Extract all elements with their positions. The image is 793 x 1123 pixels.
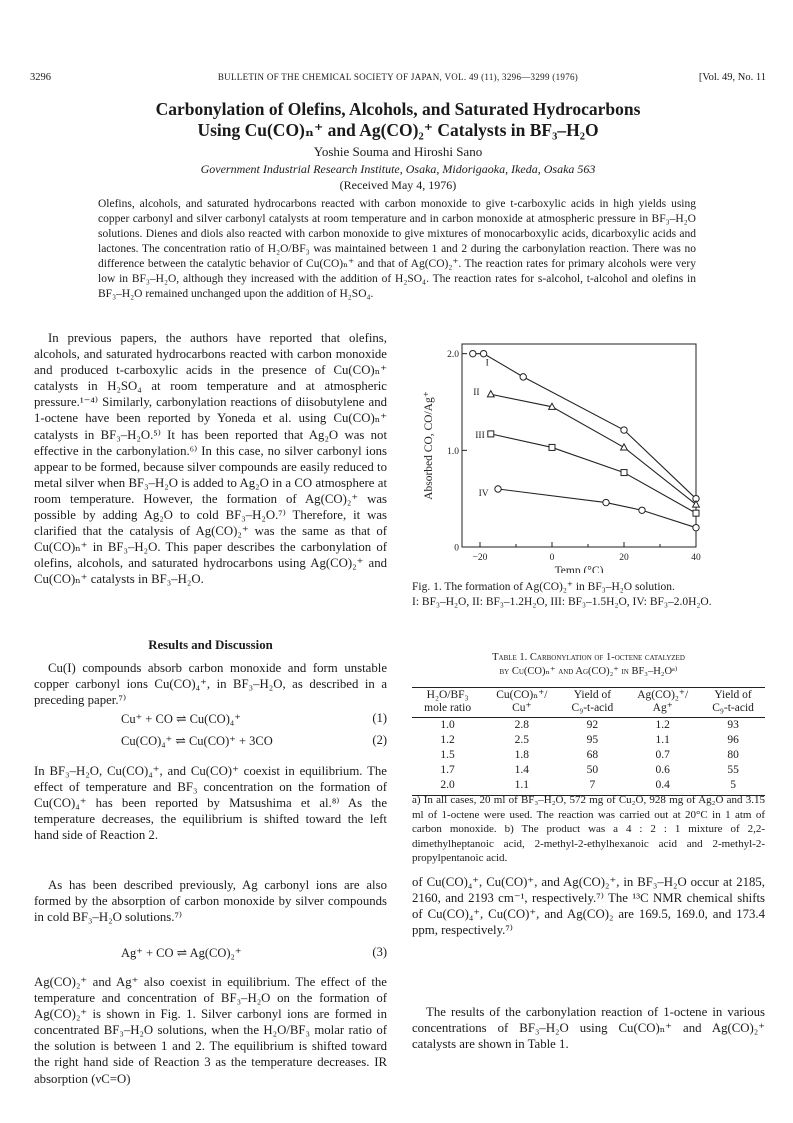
table-cell: 93: [727, 719, 739, 731]
table-1: [412, 687, 765, 796]
data-point: [639, 507, 645, 513]
table-cell: 2.0: [412, 778, 483, 796]
results-paragraph-4: Ag(CO)₂⁺ and Ag⁺ also coexist in equilibrium. The effect of the temperature and concentration of BF₃–H₂O on the formation of Ag(CO)₂⁺ is shown in Fig. 1. Silver carbonyl ions are formed in concentrated BF₃–H₂O solutions, when the H₂O/BF₃ molar ratio of the solution is between 1 and 2. The equilibrium is shifted toward the right hand side of Reaction 3 as the temperature decreases. IR absorption (νC=O): [34, 975, 387, 1086]
table-cell: 1.1: [655, 734, 670, 746]
col-header-cu-yield: Yield of C₉-t-acid: [560, 688, 624, 718]
table-cell: 0.6: [655, 764, 670, 776]
results-paragraph-3: As has been described previously, Ag carbonyl ions are also formed by the absorption of carbon monoxide by silver compounds in cold BF₃–H₂O solutions.⁷⁾: [34, 878, 387, 925]
table-cell: 1.4: [514, 764, 530, 776]
figure-1-chart: [412, 328, 765, 573]
title-line-2: Using Cu(CO)ₙ⁺ and Ag(CO)₂⁺ Catalysts in BF₃–H₂O: [197, 120, 599, 140]
received-date: (Received May 4, 1976): [339, 178, 457, 192]
x-tick-label: −20: [472, 553, 488, 563]
equation-1-number: (1): [372, 711, 387, 725]
figure-1: [412, 328, 765, 573]
series-label-II: II: [473, 388, 480, 399]
series-line-IV: [498, 489, 696, 528]
table-cell: 1.1: [483, 778, 560, 796]
data-point: [487, 391, 494, 397]
x-tick-label: 40: [691, 553, 701, 563]
data-point: [693, 510, 699, 516]
data-point: [488, 431, 494, 437]
equation-2-body: Cu(CO)₄⁺ ⇌ Cu(CO)⁺ + 3CO: [121, 734, 273, 748]
table-row: [412, 763, 765, 778]
table-caption-line-2: by Cu(CO)ₙ⁺ and Ag(CO)₂⁺ in BF₃–H₂Oᵃ⁾: [499, 666, 678, 677]
table-cell: 1.2: [440, 734, 455, 746]
y-tick-label: 0: [454, 543, 459, 554]
table-row: [412, 718, 765, 734]
col-header-ag-ratio: Ag(CO)₂⁺/ Ag⁺: [624, 688, 701, 718]
paper-title: [60, 99, 736, 141]
authors: Yoshie Souma and Hiroshi Sano: [313, 144, 483, 159]
equation-2-number: (2): [372, 733, 387, 747]
data-point: [621, 470, 627, 476]
table-cell: 2.5: [514, 734, 530, 746]
equation-3: [34, 945, 387, 961]
table-cell: 1.5: [440, 749, 455, 761]
series-label-I: I: [485, 358, 489, 369]
data-point: [693, 501, 700, 507]
table-header-row: [412, 688, 765, 718]
intro-paragraph: In previous papers, the authors have reported that olefins, alcohols, and saturated hydrocarbons reacted with carbon monoxide and produced t-carboxylic acids in the presence of Cu(CO)ₙ⁺ catalysts in H₂SO₄ at room temperature and at atmospheric pressure.¹⁻⁴⁾ Similarly, carbonylation reactions of diisobutylene and 1-octene have been reported by Yoneda et al. using Cu(CO)ₙ⁺ catalysts in BF₃–H₂O.⁵⁾ It has been reported that Ag₂O was not effective in the carbonylation.⁶⁾ In this case, no silver carbonyl ions appear to be formed, because silver compounds are easily reduced to metal silver when BF₃–H₂O is added to Ag₂O in a CO atmosphere at room temperature. However, the formation of Ag(CO)₂⁺ was possible by adding Ag₂O to cold BF₃–H₂O.⁷⁾ Therefore, it was clarified that the catalysis of Ag(CO)₂⁺ was the same as that of Cu(CO)ₙ⁺ in BF₃–H₂O. This paper describes the carbonylation of olefins, alcohols, and saturated hydrocarbons using Ag(CO)₂⁺ and Cu(CO)ₙ⁺ catalysts in BF₃–H₂O.: [34, 331, 387, 587]
data-point: [495, 486, 501, 492]
volume-issue: [Vol. 49, No. 11: [698, 72, 766, 83]
table-cell: 7: [560, 778, 624, 796]
table-row: [412, 733, 765, 748]
table-cell: 50: [586, 764, 599, 776]
table-1-caption: [412, 651, 765, 679]
equation-3-number: (3): [372, 945, 387, 959]
table-cell: 92: [586, 719, 599, 731]
equation-1: [34, 711, 387, 727]
series-line-II: [491, 394, 696, 504]
data-point: [520, 374, 526, 380]
figure-1-caption: [412, 580, 765, 610]
col-header-ag-yield: Yield of C₉-t-acid: [701, 688, 765, 718]
right-paragraph-1: of Cu(CO)₄⁺, Cu(CO)⁺, and Ag(CO)₂⁺, in BF₃–H₂O occur at 2185, 2160, and 2193 cm⁻¹, respectively.⁷⁾ The ¹³C NMR chemical shifts of Cu(CO)₄⁺, Cu(CO)⁺, and Ag(CO)₂ are 169.5, 169.0, and 173.4 ppm, respectively.⁷⁾: [412, 875, 765, 938]
data-point: [480, 350, 486, 356]
table-cell: 68: [586, 749, 599, 761]
data-point: [693, 524, 699, 530]
table-cell: 0.7: [655, 749, 670, 761]
series-label-IV: IV: [478, 488, 489, 499]
x-tick-label: 0: [549, 553, 555, 563]
table-cell: 1.8: [514, 749, 530, 761]
data-point: [470, 350, 476, 356]
y-axis-label: Absorbed CO, CO/Ag⁺: [423, 391, 435, 500]
table-1-footnote: a) In all cases, 20 ml of BF₃–H₂O, 572 mg of Cu₂O, 928 mg of Ag₂O and 3.15 ml of 1-octene were used. The reaction was carried out at 20°C in 1 atm of carbon monoxide. b) The product was a 4 : 2 : 1 mixture of 2,2-dimethylheptanoic acid, 2-methyl-2-ethylhexanoic acid and 2-methyl-2-propylpentanoic acid.: [412, 794, 765, 864]
data-point: [549, 444, 555, 450]
figure-legend-text: I: BF₃–H₂O, II: BF₃–1.2H₂O, III: BF₃–1.5H₂O, IV: BF₃–2.0H₂O.: [412, 596, 712, 608]
table-caption-line-1: Table 1. Carbonylation of 1-octene catalyzed: [492, 652, 685, 663]
table-row: [412, 748, 765, 763]
table-cell: 1.0: [440, 719, 455, 731]
journal-citation: BULLETIN OF THE CHEMICAL SOCIETY OF JAPAN, VOL. 49 (11), 3296—3299 (1976): [217, 72, 579, 82]
data-point: [621, 444, 628, 450]
table-cell: 1.7: [440, 764, 455, 776]
table-cell: 2.8: [514, 719, 530, 731]
table-cell: 95: [586, 734, 599, 746]
equation-3-body: Ag⁺ + CO ⇌ Ag(CO)₂⁺: [121, 946, 242, 960]
title-line-1: Carbonylation of Olefins, Alcohols, and Saturated Hydrocarbons: [155, 99, 641, 119]
col-header-cu-ratio: Cu(CO)ₙ⁺/ Cu⁺: [483, 688, 560, 718]
table-cell: 96: [727, 734, 739, 746]
data-point: [603, 499, 609, 505]
y-tick-label: 1.0: [447, 446, 459, 457]
results-paragraph-1: Cu(I) compounds absorb carbon monoxide and form unstable copper carbonyl ions Cu(CO)₄⁺, in BF₃–H₂O, as described in a preceding paper.⁷⁾: [34, 661, 387, 708]
table-cell: 55: [727, 764, 739, 776]
equation-2: [34, 733, 387, 749]
y-tick-label: 2.0: [447, 350, 459, 361]
col-header-mole-ratio: H₂O/BF₃ mole ratio: [412, 688, 483, 718]
series-line-I: [473, 354, 696, 499]
table-cell: 5: [701, 778, 765, 796]
equation-1-body: Cu⁺ + CO ⇌ Cu(CO)₄⁺: [121, 712, 241, 726]
section-heading: Results and Discussion: [148, 638, 273, 652]
series-label-III: III: [475, 430, 485, 441]
x-tick-label: 20: [619, 553, 629, 563]
table-cell: 0.4: [624, 778, 701, 796]
table-cell: 1.2: [655, 719, 670, 731]
figure-caption-text: Fig. 1. The formation of Ag(CO)₂⁺ in BF₃–H₂O solution.: [412, 581, 675, 593]
x-axis-label: Temp (°C): [554, 565, 604, 573]
affiliation: Government Industrial Research Institute, Osaka, Midorigaoka, Ikeda, Osaka 563: [200, 162, 596, 176]
abstract: Olefins, alcohols, and saturated hydrocarbons reacted with carbon monoxide to give t-carboxylic acids in high yields using copper carbonyl and silver carbonyl catalysts at room temperature and in carbon monoxide at atmospheric pressure in BF₃–H₂O solutions. Dienes and diols also reacted with carbon monoxide to give mixtures of monocarboxylic acids, dicarboxylic acids and lactones. The concentration ratio of H₂O/BF₃ was maintained between 1 and 2 during the carbonylation reaction. There was no difference between the catalytic behavior of Cu(CO)ₙ⁺ and that of Ag(CO)₂⁺. The reaction rates for primary alcohols were very low in BF₃–H₂O, although they increased with the addition of H₂SO₄. The reaction rates for s-alcohol, t-alcohol and olefins in BF₃–H₂O remained unchanged upon the addition of H₂SO₄.: [98, 198, 696, 300]
page-number: 3296: [30, 72, 51, 83]
results-paragraph-2: In BF₃–H₂O, Cu(CO)₄⁺, and Cu(CO)⁺ coexist in equilibrium. The effect of temperature and BF₃ concentration on the formation of Cu(CO)₄⁺ has been reported by Matsushima et al.⁸⁾ As the temperature decreases, the equilibrium is shifted toward the left hand side of Reaction 2.: [34, 764, 387, 843]
table-cell: 80: [727, 749, 739, 761]
right-paragraph-2: The results of the carbonylation reaction of 1-octene in various concentrations of BF₃–H₂O using Cu(CO)ₙ⁺ and Ag(CO)₂⁺ catalysts are shown in Table 1.: [412, 1005, 765, 1052]
data-point: [621, 427, 627, 433]
